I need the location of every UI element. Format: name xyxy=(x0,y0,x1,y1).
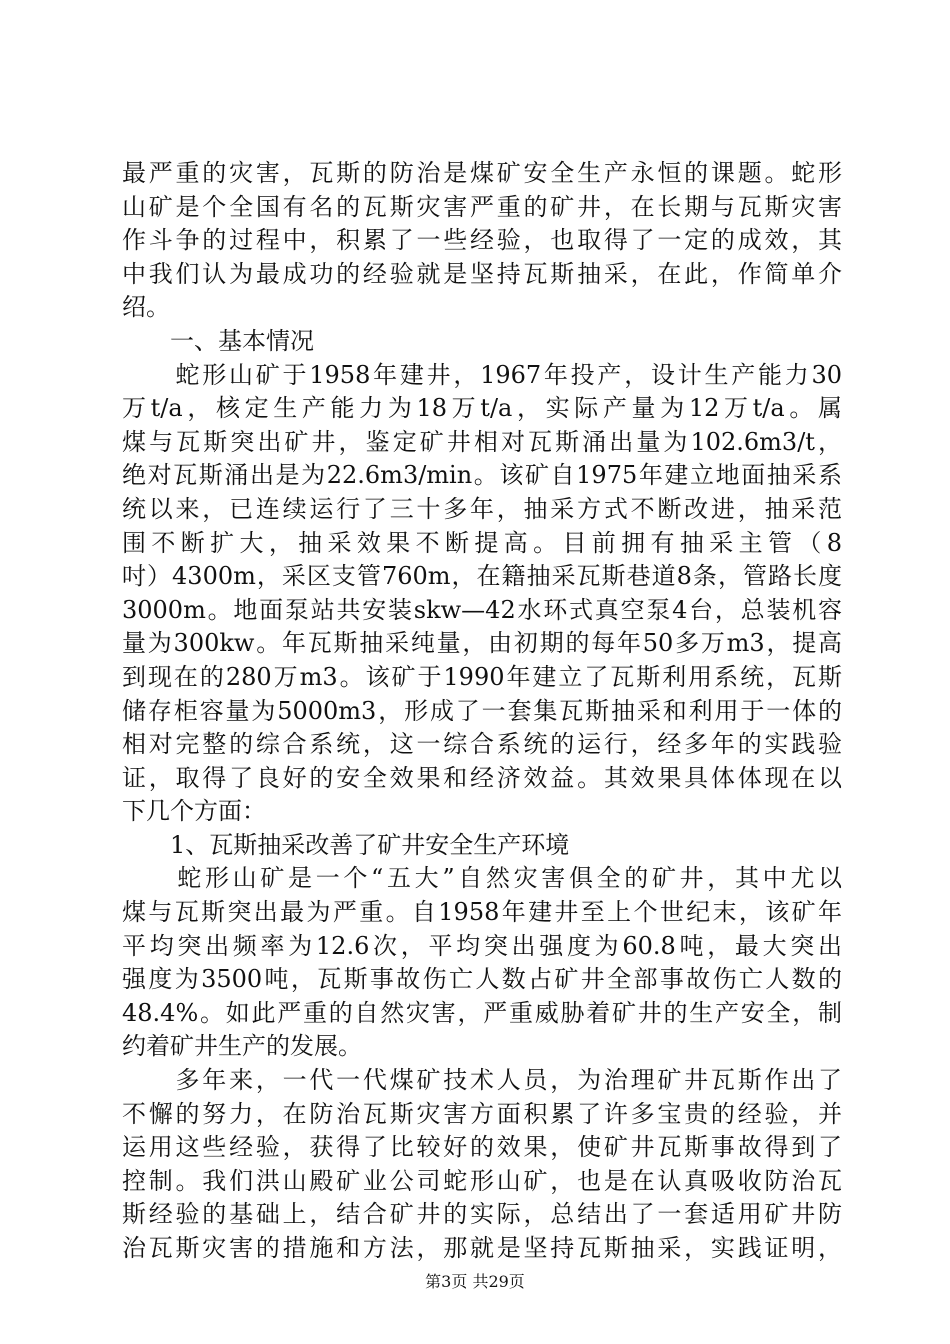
text-line: 一、基本情况 xyxy=(122,326,314,355)
text-line: 3000m。地面泵站共安装skw—42水环式真空泵4台，总装机容 xyxy=(122,595,842,624)
text-line: 不懈的努力，在防治瓦斯灾害方面积累了许多宝贵的经验，并 xyxy=(122,1099,842,1128)
text-line: 煤与瓦斯突出最为严重。自1958年建井至上个世纪末，该矿年 xyxy=(122,898,842,927)
text-line: 平均突出频率为12.6次，平均突出强度为60.8吨，最大突出 xyxy=(122,931,842,960)
text-line: 蛇形山矿于1958年建井，1967年投产，设计生产能力30 xyxy=(122,360,842,389)
text-line: 绍。 xyxy=(122,293,170,322)
text-line: 1、瓦斯抽采改善了矿井安全生产环境 xyxy=(122,830,570,859)
page-footer: 第3页 共29页 xyxy=(425,1272,525,1291)
text-line: 围不断扩大，抽采效果不断提高。目前拥有抽采主管（8 xyxy=(122,528,842,557)
text-line: 最严重的灾害，瓦斯的防治是煤矿安全生产永恒的课题。蛇形 xyxy=(122,159,842,187)
text-line: 治瓦斯灾害的措施和方法，那就是坚持瓦斯抽采，实践证明， xyxy=(122,1234,842,1262)
text-line: 相对完整的综合系统，这一综合系统的运行，经多年的实践验 xyxy=(122,730,842,759)
text-line: 到现在的280万m3。该矿于1990年建立了瓦斯利用系统，瓦斯 xyxy=(122,662,842,691)
text-line: 吋）4300m，采区支管760m，在籍抽采瓦斯巷道8条，管路长度 xyxy=(122,562,842,591)
text-line: 统以来，已连续运行了三十多年，抽采方式不断改进，抽采范 xyxy=(122,494,842,523)
text-line: 控制。我们洪山殿矿业公司蛇形山矿，也是在认真吸收防治瓦 xyxy=(122,1166,842,1195)
text-line: 山矿是个全国有名的瓦斯灾害严重的矿井，在长期与瓦斯灾害 xyxy=(122,192,842,221)
text-line: 下几个方面： xyxy=(122,797,266,826)
text-line: 绝对瓦斯涌出是为22.6m3/min。该矿自1975年建立地面抽采系 xyxy=(122,461,842,490)
text-line: 作斗争的过程中，积累了一些经验，也取得了一定的成效，其 xyxy=(122,226,842,255)
text-line: 万t/a，核定生产能力为18万t/a，实际产量为12万t/a。属 xyxy=(122,394,842,423)
text-line: 中我们认为最成功的经验就是坚持瓦斯抽采，在此，作简单介 xyxy=(122,259,842,288)
text-line: 强度为3500吨，瓦斯事故伤亡人数占矿井全部事故伤亡人数的 xyxy=(122,965,842,994)
text-line: 运用这些经验，获得了比较好的效果，使矿井瓦斯事故得到了 xyxy=(122,1133,842,1162)
text-line: 储存柜容量为5000m3，形成了一套集瓦斯抽采和利用于一体的 xyxy=(122,696,842,725)
text-line: 48.4%。如此严重的自然灾害，严重威胁着矿井的生产安全，制 xyxy=(122,998,842,1027)
text-line: 量为300kw。年瓦斯抽采纯量，由初期的每年50多万m3，提高 xyxy=(122,629,842,658)
text-line: 斯经验的基础上，结合矿井的实际，总结出了一套适用矿井防 xyxy=(122,1200,842,1229)
text-line: 约着矿井生产的发展。 xyxy=(122,1032,362,1061)
text-line: 煤与瓦斯突出矿井，鉴定矿井相对瓦斯涌出量为102.6m3/t， xyxy=(122,427,842,456)
text-line: 证，取得了良好的安全效果和经济效益。其效果具体体现在以 xyxy=(122,763,842,792)
text-line: 多年来，一代一代煤矿技术人员，为治理矿井瓦斯作出了 xyxy=(122,1066,842,1095)
body-text xyxy=(122,157,842,1266)
text-line: 蛇形山矿是一个“五大”自然灾害俱全的矿井，其中尤以 xyxy=(122,864,842,893)
